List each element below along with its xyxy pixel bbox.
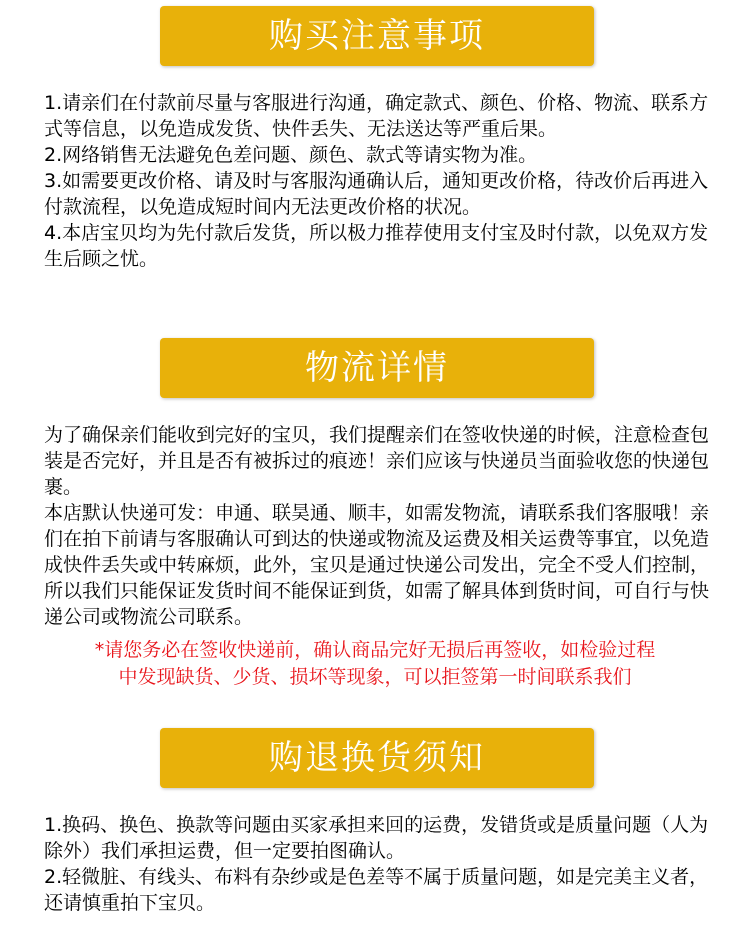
section-title-text: 物流详情 xyxy=(305,348,449,388)
list-item: 为了确保亲们能收到完好的宝贝，我们提醒亲们在签收快递的时候，注意检查包装是否完好，并且是否有被拆过的痕迹！亲们应该与快递员当面验收您的快递包裹。 xyxy=(44,424,710,498)
section-title-return-exchange xyxy=(160,728,594,788)
list-item: 本店默认快递可发：申通、联昊通、顺丰，如需发物流，请联系我们客服哦！亲们在拍下前请与客服确认可到达的快递或物流及运费及相关运费等事宜，以免造成快件丢失或中转麻烦，此外，宝贝是通过快递公司发出，完全不受人们控制，所以我们只能保证发货时间不能保证到货，如需了解具体到货时间，可自行与快递公司或物流公司联系。 xyxy=(44,502,710,628)
section-title-text: 购买注意事项 xyxy=(269,16,485,56)
section-title-logistics xyxy=(160,338,594,398)
logistics-warning-note xyxy=(30,637,720,691)
logistics-details-list xyxy=(44,422,724,630)
list-item: 4.本店宝贝均为先付款后发货，所以极力推荐使用支付宝及时付款，以免双方发生后顾之忧。 xyxy=(44,222,709,270)
note-line: *请您务必在签收快递前，确认商品完好无损后再签收，如检验过程 xyxy=(94,639,656,661)
list-item: 1.换码、换色、换款等问题由买家承担来回的运费，发错货或是质量问题（人为除外）我们承担运费，但一定要拍图确认。 xyxy=(44,814,709,862)
purchase-notes-list xyxy=(44,90,724,272)
list-item: 2.网络销售无法避免色差问题、颜色、款式等请实物为准。 xyxy=(44,144,538,166)
list-item: 3.如需要更改价格、请及时与客服沟通确认后，通知更改价格，待改价后再进入付款流程，以免造成短时间内无法更改价格的状况。 xyxy=(44,170,709,218)
section-title-purchase-notes xyxy=(160,6,594,66)
note-line: 中发现缺货、少货、损坏等现象，可以拒签第一时间联系我们 xyxy=(118,666,632,688)
return-exchange-list xyxy=(44,812,724,916)
list-item: 2.轻微脏、有线头、布料有杂纱或是色差等不属于质量问题，如是完美主义者，还请慎重拍下宝贝。 xyxy=(44,866,709,914)
list-item: 1.请亲们在付款前尽量与客服进行沟通，确定款式、颜色、价格、物流、联系方式等信息，以免造成发货、快件丢失、无法送达等严重后果。 xyxy=(44,92,709,140)
section-title-text: 购退换货须知 xyxy=(269,738,485,778)
